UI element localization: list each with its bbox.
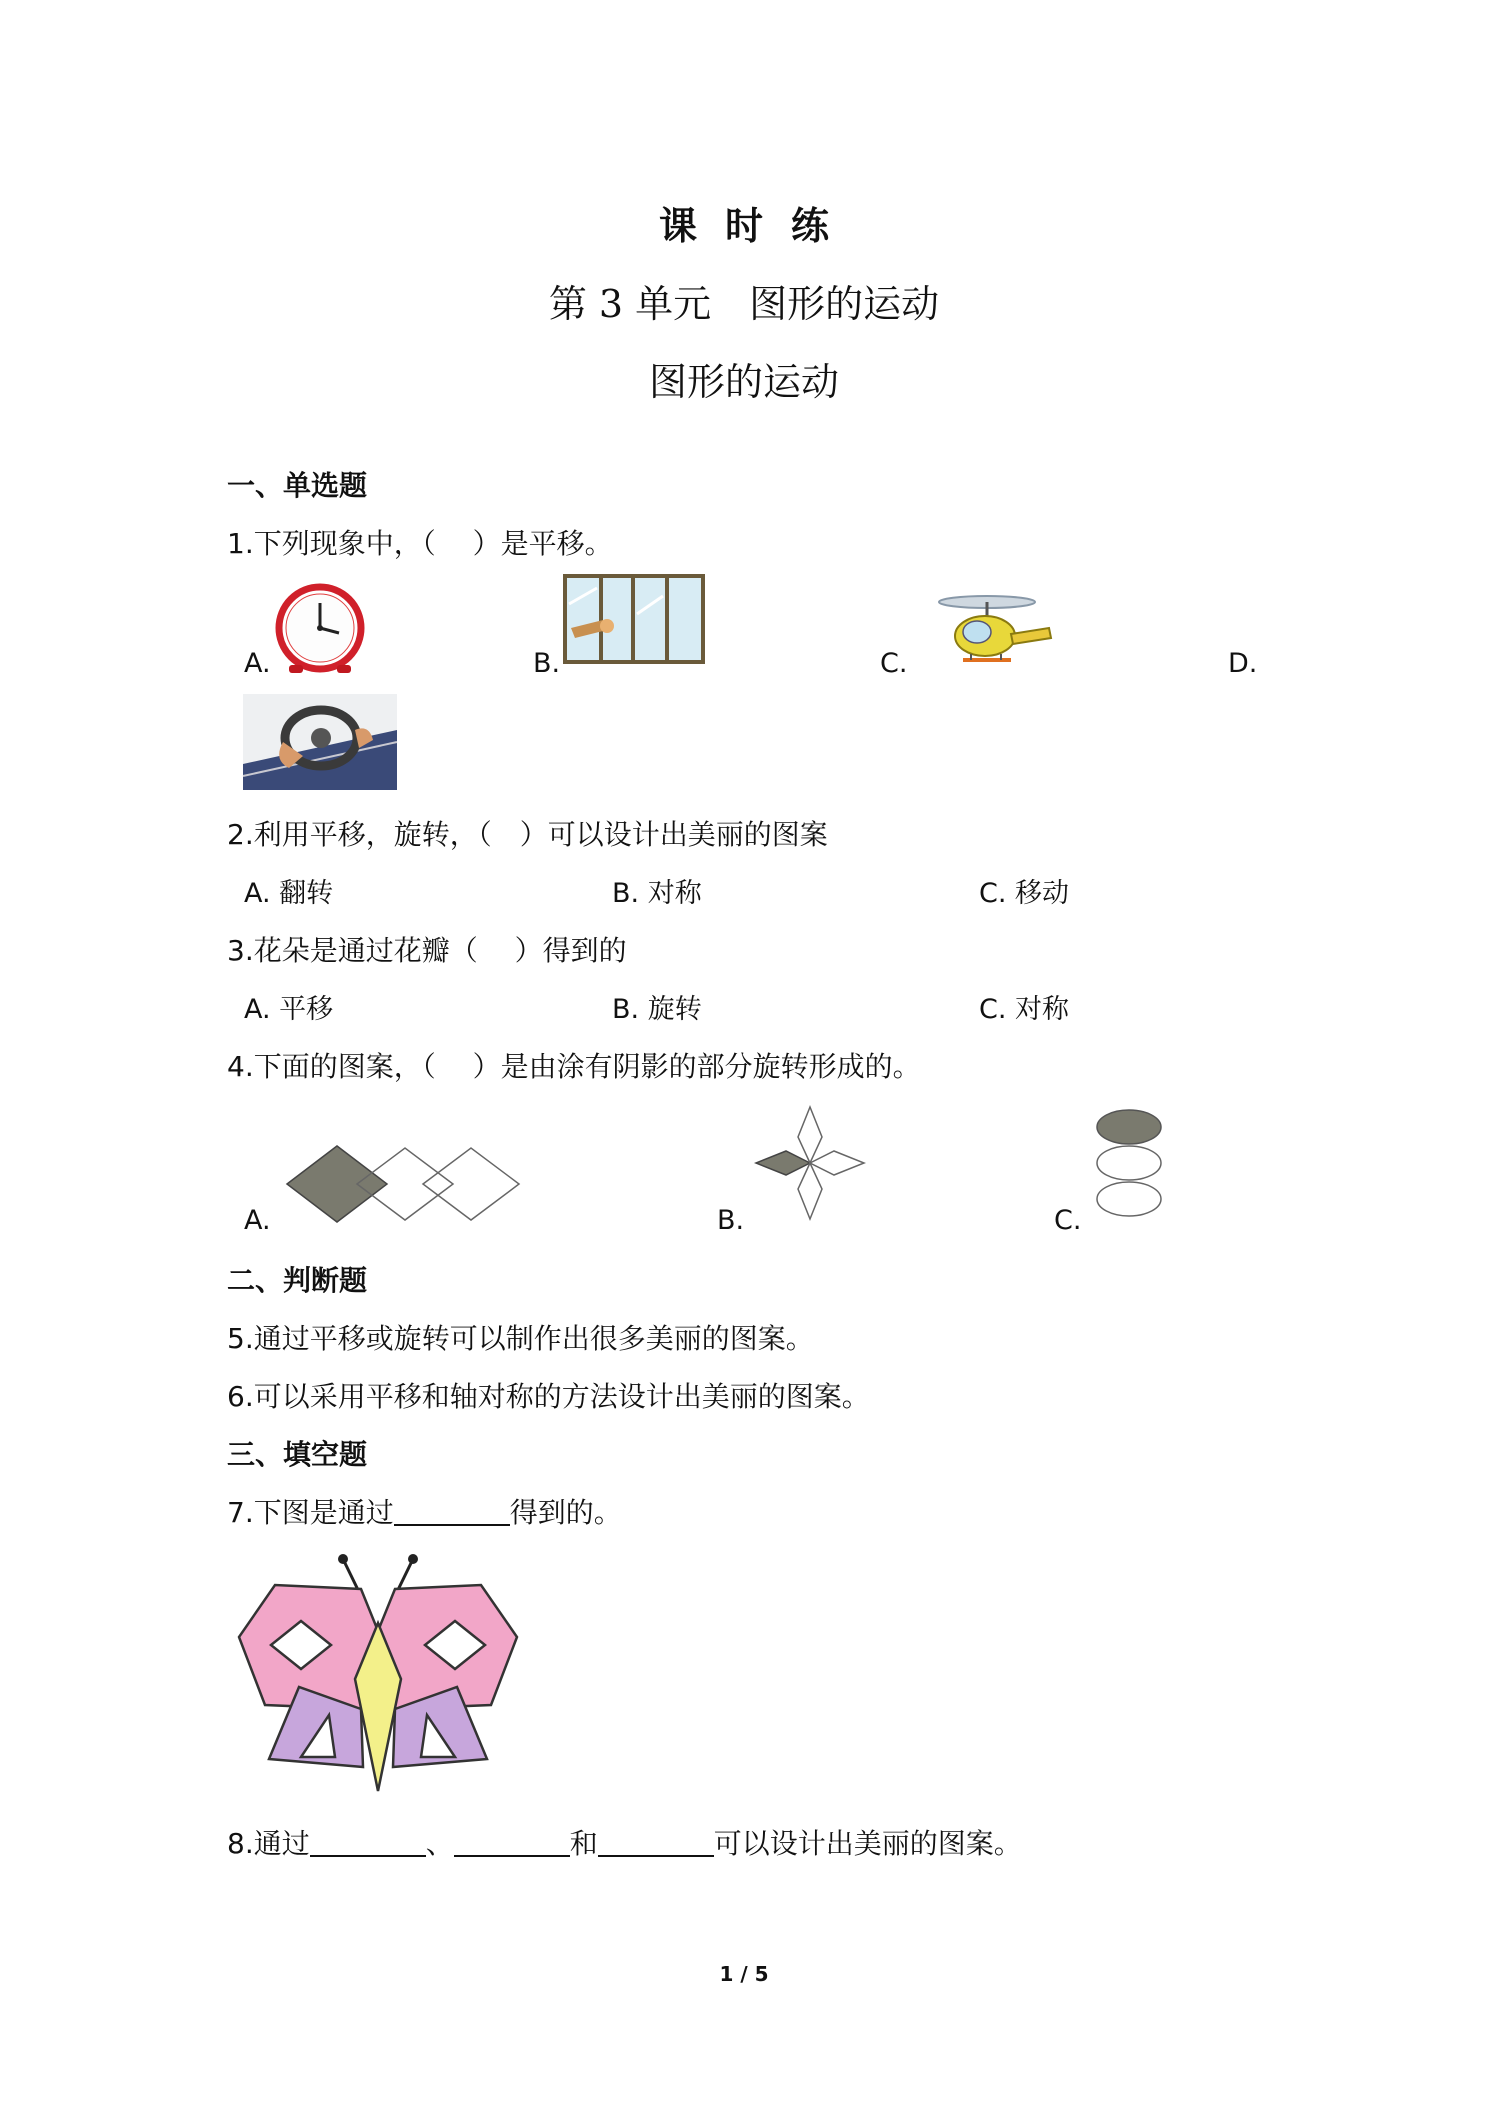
q3-option-b: B. 旋转 [612,994,702,1025]
q4-option-b-label: B. [717,1205,745,1236]
q3-option-c: C. 对称 [979,994,1070,1025]
q1-option-d-label: D. [1228,648,1258,679]
question-2: 2.利用平移，旋转，（ ）可以设计出美丽的图案 [227,818,828,851]
question-7-prefix: 7.下图是通过 [227,1496,394,1529]
question-7-suffix: 得到的。 [509,1496,622,1529]
question-8 [227,1822,1022,1862]
sliding-window-icon [563,574,705,664]
q3-option-a: A. 平移 [244,994,334,1025]
clock-icon [275,583,365,673]
section-single-choice: 一、单选题 [227,469,368,502]
question-3: 3.花朵是通过花瓣（ ）得到的 [227,934,627,967]
q2-option-a: A. 翻转 [244,878,334,909]
steering-wheel-icon [243,694,397,790]
section-fill-blank: 三、填空题 [227,1438,368,1471]
q1-option-b-label: B. [533,648,561,679]
question-4: 4.下面的图案，（ ）是由涂有阴影的部分旋转形成的。 [227,1050,921,1083]
section-true-false: 二、判断题 [227,1264,368,1297]
rotated-rhombus-figure [752,1105,868,1221]
question-1: 1.下列现象中，（ ）是平移。 [227,527,613,560]
q1-option-a-label: A. [244,648,271,679]
unit-title: 第 3 单元 图形的运动 [548,282,940,326]
question-5: 5.通过平移或旋转可以制作出很多美丽的图案。 [227,1322,814,1355]
butterfly-figure [235,1553,521,1793]
stacked-ellipse-figure [1093,1105,1165,1223]
q4-option-c-label: C. [1054,1205,1082,1236]
question-6: 6.可以采用平移和轴对称的方法设计出美丽的图案。 [227,1380,870,1413]
question-8-suffix: 可以设计出美丽的图案。 [713,1827,1022,1860]
q4-option-a-label: A. [244,1205,271,1236]
page-title: 课时练 [658,203,857,248]
question-7 [227,1491,622,1531]
helicopter-icon [937,588,1057,672]
question-8-sep-1: 、 [425,1827,454,1860]
q2-option-b: B. 对称 [612,878,702,909]
page-number: 1 / 5 [719,1962,769,1986]
q1-option-c-label: C. [880,648,908,679]
q7-answer-blank[interactable] [394,1494,510,1526]
lesson-title: 图形的运动 [648,360,839,404]
q8-answer-blank-3[interactable] [598,1825,714,1857]
question-8-sep-2: 和 [569,1827,598,1860]
q8-answer-blank-2[interactable] [454,1825,570,1857]
question-8-prefix: 8.通过 [227,1827,310,1860]
q8-answer-blank-1[interactable] [310,1825,426,1857]
rhombus-row-figure [285,1144,525,1224]
q2-option-c: C. 移动 [979,878,1070,909]
